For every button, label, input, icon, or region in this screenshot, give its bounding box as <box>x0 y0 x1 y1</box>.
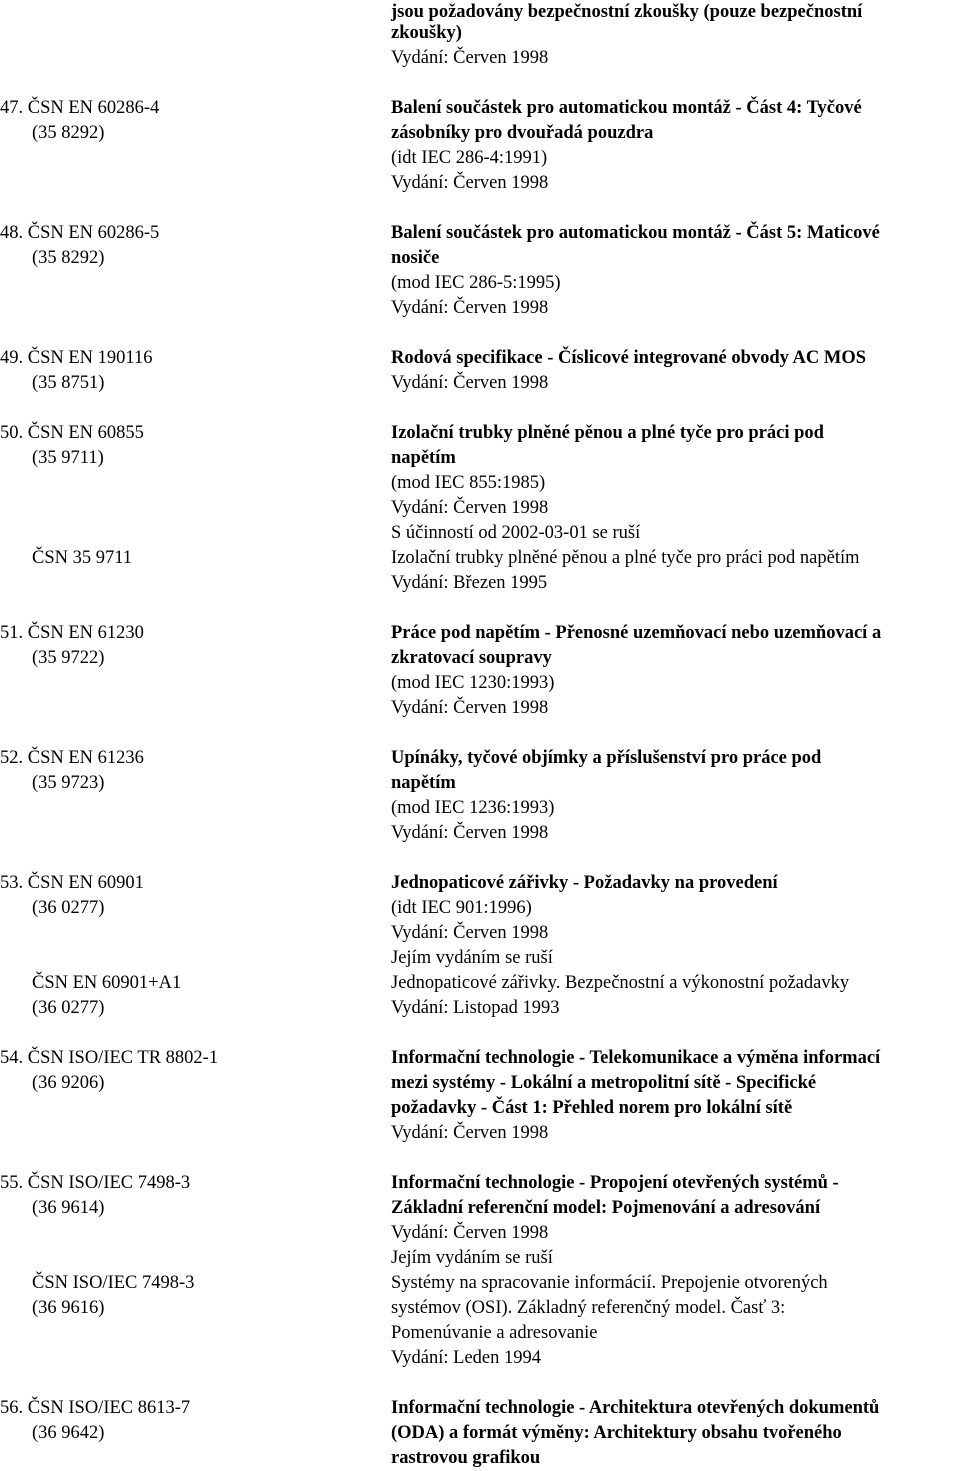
replaced-title-line: systémov (OSI). Základný referenčný model. Časť 3: <box>391 1298 786 1318</box>
classification-code: (36 0277) <box>32 898 105 918</box>
entry-title-line: napětím <box>391 448 456 468</box>
replacement-note: S účinností od 2002-03-01 se ruší <box>391 523 641 543</box>
replacement-note: Jejím vydáním se ruší <box>391 948 553 968</box>
entry-title-line: Práce pod napětím - Přenosné uzemňovací nebo uzemňovací a <box>391 623 882 643</box>
reference-code: (mod IEC 286-5:1995) <box>391 273 561 293</box>
replaced-standard-code: ČSN 35 9711 <box>32 548 133 568</box>
replaced-standard-title: Izolační trubky plněné pěnou a plné tyče pro práci pod napětím <box>391 548 860 568</box>
issue-date: Vydání: Červen 1998 <box>391 498 549 518</box>
entry-title-line: Informační technologie - Propojení otevřených systémů - <box>391 1173 839 1193</box>
classification-code: (35 8292) <box>32 248 105 268</box>
replaced-title-line: Systémy na spracovanie informácií. Prepojenie otvorených <box>391 1273 828 1293</box>
issue-date: Vydání: Červen 1998 <box>391 173 549 193</box>
standard-number-code: 48. ČSN EN 60286-5 <box>0 223 160 243</box>
issue-date: Vydání: Červen 1998 <box>391 298 549 318</box>
classification-code: (35 9711) <box>32 448 104 468</box>
standard-number-code: 56. ČSN ISO/IEC 8613-7 <box>0 1398 191 1418</box>
entry-title-line: napětím <box>391 773 456 793</box>
reference-code: (mod IEC 1236:1993) <box>391 798 555 818</box>
entry-title-line: zásobníky pro dvouřadá pouzdra <box>391 123 654 143</box>
standard-number-code: 47. ČSN EN 60286-4 <box>0 98 160 118</box>
entry-title-line: požadavky - Část 1: Přehled norem pro lokální sítě <box>391 1098 793 1118</box>
replaced-classification-code: (36 0277) <box>32 998 105 1018</box>
entry-title-line: rastrovou grafikou <box>391 1448 541 1468</box>
classification-code: (36 9206) <box>32 1073 105 1093</box>
entry-title-line: Upínáky, tyčové objímky a příslušenství pro práce pod <box>391 748 822 768</box>
replaced-standard-title: Jednopaticové zářivky. Bezpečnostní a výkonostní požadavky <box>391 973 850 993</box>
replaced-issue-date: Vydání: Leden 1994 <box>391 1348 542 1368</box>
entry-title-line: Jednopaticové zářivky - Požadavky na provedení <box>391 873 778 893</box>
replaced-issue-date: Vydání: Březen 1995 <box>391 573 548 593</box>
standard-number-code: 53. ČSN EN 60901 <box>0 873 144 893</box>
classification-code: (35 9722) <box>32 648 105 668</box>
entry-title-line: Izolační trubky plněné pěnou a plné tyče pro práci pod <box>391 423 824 443</box>
replaced-title-line: Pomenúvanie a adresovanie <box>391 1323 598 1343</box>
entry-title-line: Základní referenční model: Pojmenování a adresování <box>391 1198 821 1218</box>
reference-code: (mod IEC 1230:1993) <box>391 673 555 693</box>
classification-code: (35 9723) <box>32 773 105 793</box>
issue-date: Vydání: Červen 1998 <box>391 698 549 718</box>
entry-title-line: (ODA) a formát výměny: Architektury obsahu tvořeného <box>391 1423 842 1443</box>
reference-code: (idt IEC 286-4:1991) <box>391 148 548 168</box>
replaced-classification-code: (36 9616) <box>32 1298 105 1318</box>
entry-title-line: mezi systémy - Lokální a metropolitní sítě - Specifické <box>391 1073 817 1093</box>
replacement-note: Jejím vydáním se ruší <box>391 1248 553 1268</box>
entry-title-line: jsou požadovány bezpečnostní zkoušky (pouze bezpečnostní <box>391 2 863 22</box>
replaced-standard-code: ČSN ISO/IEC 7498-3 <box>32 1273 195 1293</box>
issue-date: Vydání: Červen 1998 <box>391 1223 549 1243</box>
entry-title-line: zkratovací soupravy <box>391 648 552 668</box>
standard-number-code: 50. ČSN EN 60855 <box>0 423 144 443</box>
classification-code: (36 9642) <box>32 1423 105 1443</box>
issue-date: Vydání: Červen 1998 <box>391 373 549 393</box>
entry-title-line: Informační technologie - Telekomunikace a výměna informací <box>391 1048 881 1068</box>
entry-title-line: zkoušky) <box>391 23 462 43</box>
standard-number-code: 52. ČSN EN 61236 <box>0 748 144 768</box>
standard-number-code: 54. ČSN ISO/IEC TR 8802-1 <box>0 1048 219 1068</box>
issue-date: Vydání: Červen 1998 <box>391 1123 549 1143</box>
entry-title-line: Balení součástek pro automatickou montáž - Část 4: Tyčové <box>391 98 862 118</box>
standard-number-code: 49. ČSN EN 190116 <box>0 348 153 368</box>
reference-code: (idt IEC 901:1996) <box>391 898 532 918</box>
entry-title-line: nosiče <box>391 248 440 268</box>
entry-title-line: Rodová specifikace - Číslicové integrované obvody AC MOS <box>391 348 866 368</box>
issue-date: Vydání: Červen 1998 <box>391 923 549 943</box>
issue-date: Vydání: Červen 1998 <box>391 823 549 843</box>
entry-title-line: Informační technologie - Architektura otevřených dokumentů <box>391 1398 880 1418</box>
entry-title-line: Balení součástek pro automatickou montáž - Část 5: Maticové <box>391 223 880 243</box>
standard-number-code: 55. ČSN ISO/IEC 7498-3 <box>0 1173 191 1193</box>
classification-code: (35 8292) <box>32 123 105 143</box>
reference-code: (mod IEC 855:1985) <box>391 473 546 493</box>
replaced-standard-code: ČSN EN 60901+A1 <box>32 973 182 993</box>
issue-date: Vydání: Červen 1998 <box>391 48 549 68</box>
classification-code: (36 9614) <box>32 1198 105 1218</box>
classification-code: (35 8751) <box>32 373 105 393</box>
replaced-issue-date: Vydání: Listopad 1993 <box>391 998 560 1018</box>
standard-number-code: 51. ČSN EN 61230 <box>0 623 144 643</box>
